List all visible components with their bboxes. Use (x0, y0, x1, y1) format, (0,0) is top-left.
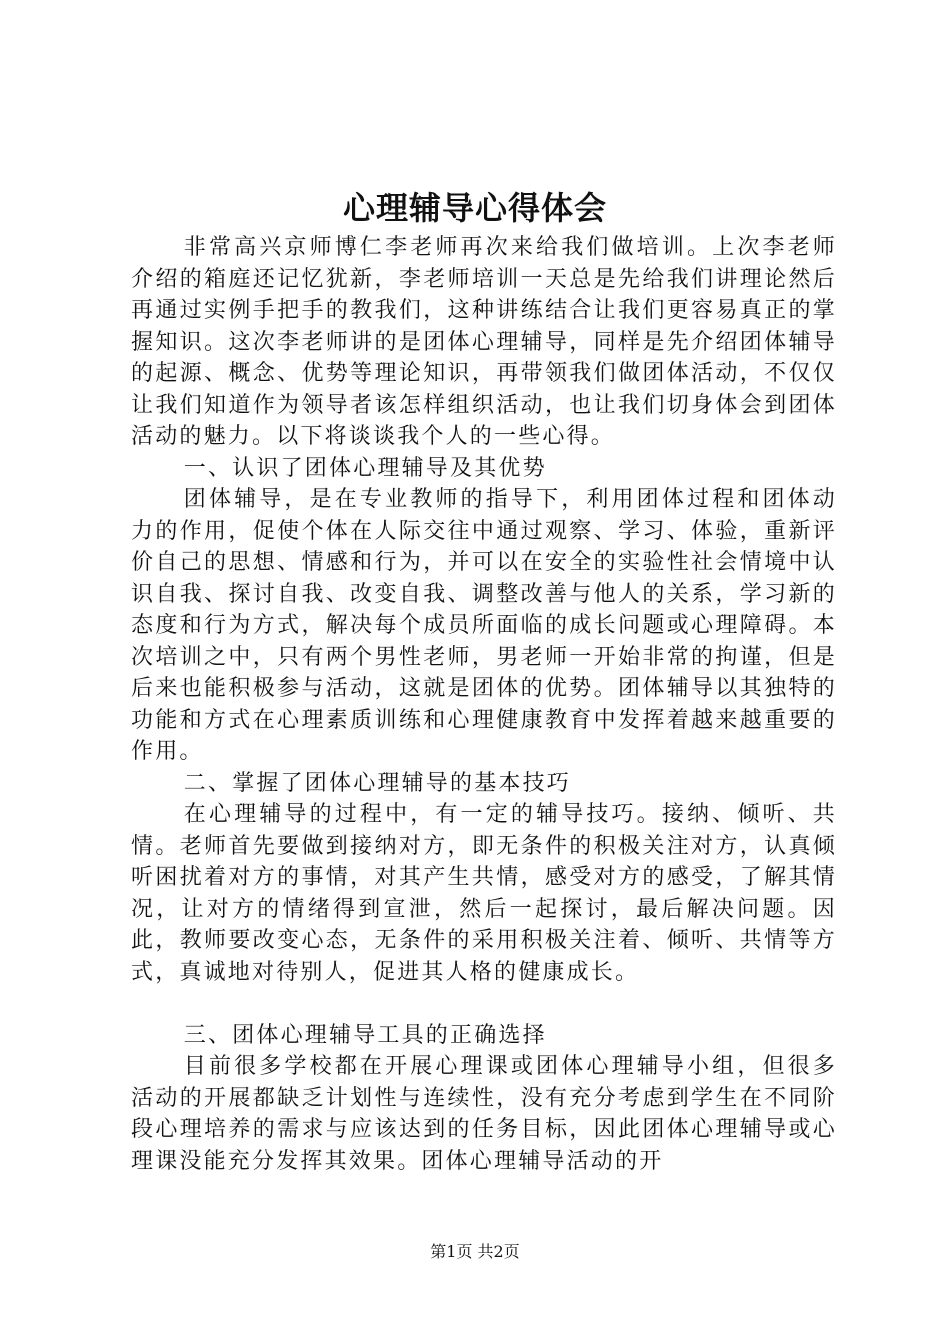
section-2-paragraph: 在心理辅导的过程中，有一定的辅导技巧。接纳、倾听、共情。老师首先要做到接纳对方，即无条件的积极关注对方，认真倾听困扰着对方的事情，对其产生共情，感受对方的感受，了解其情况，让对方的情绪得到宣泄，然后一起探讨，最后解决问题。因此，教师要改变心态，无条件的采用积极关注着、倾听、共情等方式，真诚地对待别人，促进其人格的健康成长。 (131, 802, 837, 985)
intro-paragraph: 非常高兴京师博仁李老师再次来给我们做培训。上次李老师介绍的箱庭还记忆犹新，李老师培训一天总是先给我们讲理论然后再通过实例手把手的教我们，这种讲练结合让我们更容易真正的掌握知识。这次李老师讲的是团体心理辅导，同样是先介绍团体辅导的起源、概念、优势等理论知识，再带领我们做团体活动，不仅仅让我们知道作为领导者该怎样组织活动，也让我们切身体会到团体活动的魅力。以下将谈谈我个人的一些心得。 (131, 235, 837, 449)
document-body (131, 232, 837, 1177)
section-heading-2: 二、掌握了团体心理辅导的基本技巧 (183, 770, 571, 796)
section-heading-1: 一、认识了团体心理辅导及其优势 (183, 455, 547, 481)
section-3-paragraph: 目前很多学校都在开展心理课或团体心理辅导小组，但很多活动的开展都缺乏计划性与连续性，没有充分考虑到学生在不同阶段心理培养的需求与应该达到的任务目标，因此团体心理辅导或心理课没能充分发挥其效果。团体心理辅导活动的开 (131, 1054, 837, 1174)
page-number-footer: 第1页 共2页 (430, 1242, 520, 1261)
blank-line (131, 988, 837, 1020)
section-1-paragraph: 团体辅导，是在专业教师的指导下，利用团体过程和团体动力的作用，促使个体在人际交往中通过观察、学习、体验，重新评价自己的思想、情感和行为，并可以在安全的实验性社会情境中认识自我、探讨自我、改变自我、调整改善与他人的关系，学习新的态度和行为方式，解决每个成员所面临的成长问题或心理障碍。本次培训之中，只有两个男性老师，男老师一开始非常的拘谨，但是后来也能积极参与活动，这就是团体的优势。团体辅导以其独特的功能和方式在心理素质训练和心理健康教育中发挥着越来越重要的作用。 (131, 487, 837, 764)
document-title: 心理辅导心得体会 (342, 189, 607, 227)
section-heading-3: 三、团体心理辅导工具的正确选择 (183, 1022, 547, 1048)
